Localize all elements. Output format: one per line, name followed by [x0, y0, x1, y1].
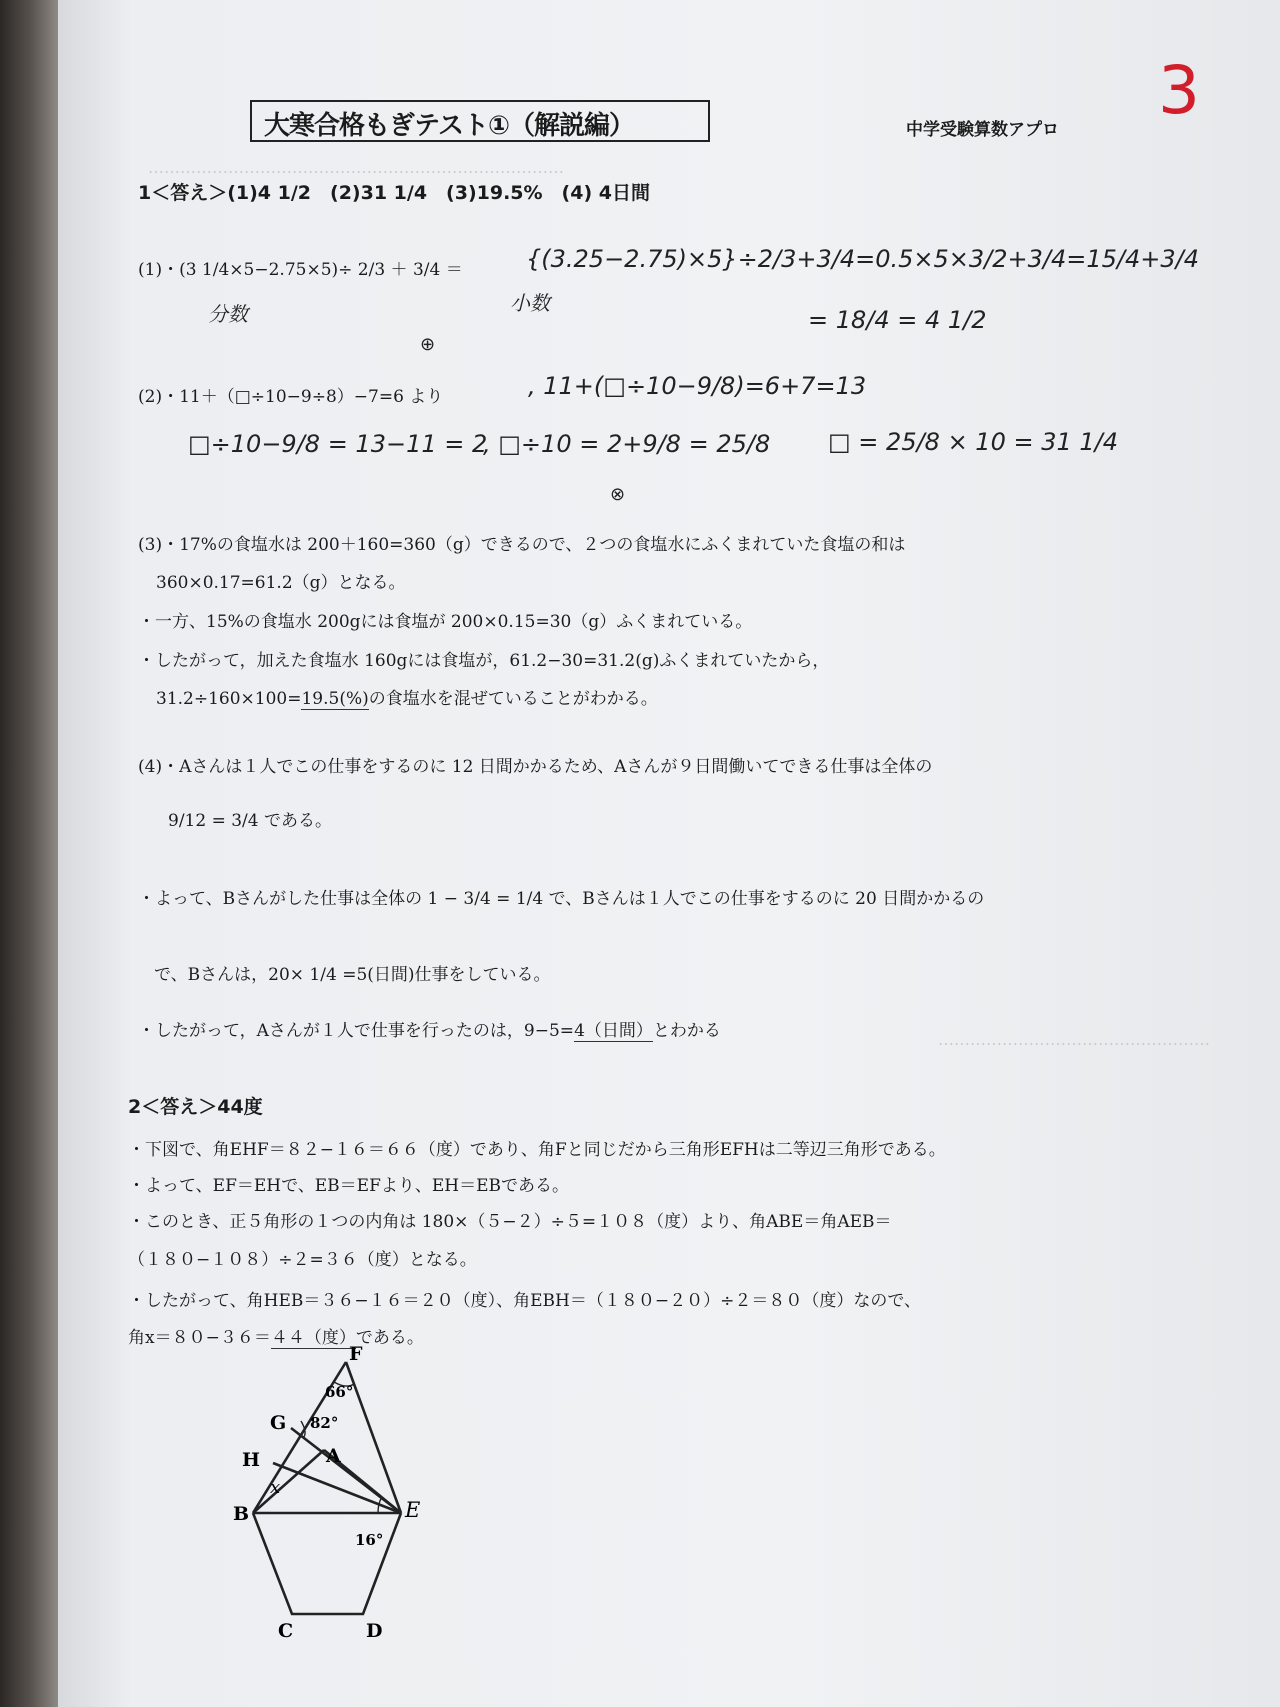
pentagon-lower-edges	[253, 1513, 401, 1614]
q1-part4-calc: ・したがって，Aさんが１人で仕事を行ったのは，9−5=	[138, 1021, 575, 1041]
q1-part1-printed: (1)・(3 1/4×5−2.75×5)÷ 2/3 ＋ 3/4 ＝	[138, 260, 463, 280]
book-spine	[0, 0, 58, 1707]
angle-label-16: 16°	[355, 1531, 384, 1549]
q1-part2-printed: (2)・11＋（□÷10−9÷8）−7=6 より	[138, 387, 444, 407]
q1-part3-line2: 360×0.17=61.2（g）となる。	[156, 573, 406, 593]
publisher-name: 中学受験算数アプロ	[906, 120, 1059, 140]
q1-part3-line1: (3)・17%の食塩水は 200＋160=360（g）できるので、２つの食塩水にふくまれていた食塩の和は	[138, 535, 906, 555]
q1-part3-line5	[156, 684, 658, 709]
q1-part4-line5	[138, 1016, 721, 1041]
q1-part1-handwritten-work: {(3.25−2.75)×5}÷2/3+3/4=0.5×5×3/2+3/4=15/4+3/4	[526, 245, 1199, 273]
q1-answer-line: 1＜答え＞(1)4 1/2 (2)31 1/4 (3)19.5% (4) 4日間	[138, 182, 650, 204]
label-x: x	[270, 1477, 281, 1498]
q2-tail: である。	[355, 1328, 424, 1348]
handwritten-note-fraction: 分数	[208, 302, 248, 326]
q2-line2: ・よって、EF＝EHで、EB＝EFより、EH＝EBである。	[128, 1176, 570, 1196]
q1-part3-tail: の食塩水を混ぜていることがわかる。	[368, 689, 658, 709]
label-G: G	[270, 1412, 287, 1434]
q1-part4-line1: (4)・Aさんは１人でこの仕事をするのに 12 日間かかるため、Aさんが９日間働いてできる仕事は全体の	[138, 757, 933, 777]
label-A: A	[326, 1445, 341, 1467]
handwritten-mark-times: ⊗	[610, 484, 626, 505]
q1-part4-tail: とわかる	[652, 1021, 721, 1041]
pentagon-figure	[228, 1345, 528, 1645]
q2-answer: ４４（度）	[270, 1328, 356, 1348]
q2-answer-line: 2＜答え＞44度	[128, 1096, 263, 1118]
label-H: H	[242, 1449, 260, 1471]
label-F: F	[349, 1345, 363, 1365]
bleed-through-text: ……………………………………………………………………	[148, 158, 564, 177]
label-B: B	[233, 1503, 250, 1525]
q2-line4: （１８０−１０８）÷２=３６（度）となる。	[128, 1250, 477, 1270]
q1-part2-handwritten-4: □ = 25/8 × 10 = 31 1/4	[828, 428, 1119, 456]
angle-label-82: 82°	[310, 1414, 339, 1432]
q1-part3-line4: ・したがって，加えた食塩水 160gには食塩が，61.2−30=31.2(g)ふくまれていたから，	[138, 651, 830, 671]
q2-calc: 角x＝８０−３６＝	[128, 1328, 271, 1348]
angle-label-66: 66°	[325, 1383, 354, 1401]
document-page	[58, 0, 1280, 1707]
q1-part4-line3: ・よって、Bさんがした仕事は全体の 1 − 3/4 = 1/4 で、Bさんは１人でこの仕事をするのに 20 日間かかるの	[138, 889, 985, 909]
label-C: C	[278, 1620, 294, 1642]
q1-part4-answer: 4（日間）	[574, 1021, 653, 1041]
q2-line3: ・このとき、正５角形の１つの内角は 180×（５−２）÷５=１０８（度）より、角ABE＝角AEB＝	[128, 1212, 892, 1232]
q1-part3-calc: 31.2÷160×100=	[156, 689, 302, 709]
q1-part2-handwritten-1: , 11+(□÷10−9/8)=6+7=13	[528, 372, 867, 400]
segment-HE	[273, 1463, 401, 1513]
label-E: E	[405, 1498, 421, 1522]
q1-part4-line2: 9/12 = 3/4 である。	[168, 811, 332, 831]
segment-BA	[253, 1450, 324, 1513]
q1-part4-line4: で、Bさんは，20× 1/4 =5(日間)仕事をしている。	[154, 965, 551, 985]
q2-line1: ・下図で、角EHF＝８２−１６＝６６（度）であり、角Fと同じだから三角形EFHは二等辺三角形である。	[128, 1140, 946, 1160]
title-box	[250, 100, 710, 142]
label-D: D	[366, 1620, 383, 1642]
q1-part2-handwritten-3: , □÷10 = 2+9/8 = 25/8	[483, 430, 771, 458]
q1-part1-handwritten-result: = 18/4 = 4 1/2	[808, 306, 987, 334]
q1-part2-handwritten-2: □÷10−9/8 = 13−11 = 2	[188, 430, 488, 458]
handwritten-mark-plus: ⊕	[420, 334, 436, 355]
page-title: 大寒合格もぎテスト①（解説編）	[264, 111, 634, 141]
bleed-through-text: ……………………………………………	[938, 1030, 1210, 1049]
q1-part3-answer: 19.5(%)	[301, 689, 369, 709]
page-number: 3	[1158, 52, 1200, 129]
handwritten-note-decimal: 小数	[510, 291, 550, 315]
q1-part3-line3: ・一方、15%の食塩水 200gには食塩が 200×0.15=30（g）ふくまれている。	[138, 612, 753, 632]
q2-line5: ・したがって、角HEB＝３６−１６＝２０（度）、角EBH＝（１８０−２０）÷２＝８０（度）なので、	[128, 1291, 922, 1311]
